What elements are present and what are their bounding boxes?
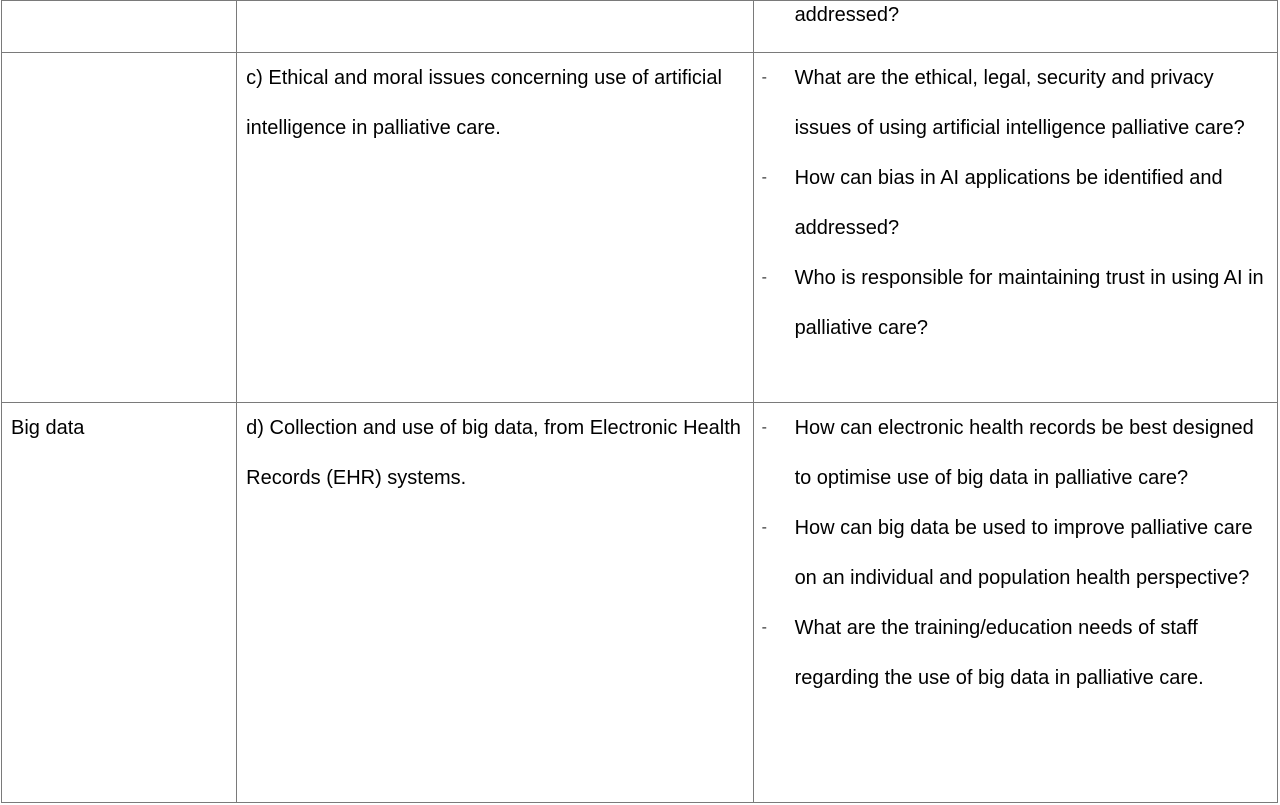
question-item	[754, 603, 1277, 703]
table-cell-questions	[753, 53, 1277, 403]
dash-bullet: -	[761, 69, 767, 86]
table-cell-topic	[237, 53, 753, 403]
question-list	[754, 403, 1277, 703]
table-row	[2, 403, 1278, 803]
question-text: What are the training/education needs of staff regarding the use of big data in palliative care.	[794, 617, 1204, 689]
table-cell-theme	[2, 403, 237, 803]
dash-bullet: -	[761, 269, 767, 286]
dash-bullet: -	[761, 619, 767, 636]
question-list	[754, 53, 1277, 353]
table-cell-questions	[753, 403, 1277, 803]
table-cell-theme	[2, 1, 237, 53]
theme-text: Big data	[11, 417, 85, 439]
dash-bullet: -	[761, 419, 767, 436]
table-cell-topic	[237, 1, 753, 53]
topic-text: d) Collection and use of big data, from Electronic Health Records (EHR) systems.	[246, 417, 741, 489]
question-text: What are the ethical, legal, security and privacy issues of using artificial intelligence palliative care?	[794, 67, 1245, 139]
dash-bullet: -	[761, 519, 767, 536]
question-text: How can big data be used to improve palliative care on an individual and population health perspective?	[794, 517, 1253, 589]
question-item	[754, 153, 1277, 253]
dash-bullet: -	[761, 169, 767, 186]
table-row	[2, 1, 1278, 53]
topic-text: c) Ethical and moral issues concerning use of artificial intelligence in palliative care.	[246, 67, 722, 139]
question-text: Who is responsible for maintaining trust in using AI in palliative care?	[794, 267, 1264, 339]
question-item	[754, 253, 1277, 353]
table-row	[2, 53, 1278, 403]
question-text: How can bias in AI applications be identified and addressed?	[794, 167, 1223, 239]
question-item	[754, 503, 1277, 603]
question-item	[754, 403, 1277, 503]
table-cell-theme	[2, 53, 237, 403]
question-item	[754, 0, 1277, 40]
research-questions-table	[1, 0, 1278, 803]
question-text: addressed?	[794, 4, 900, 26]
question-list	[754, 0, 1277, 40]
table-cell-questions	[753, 1, 1277, 53]
table-cell-topic	[237, 403, 753, 803]
question-item	[754, 53, 1277, 153]
question-text: How can electronic health records be best designed to optimise use of big data in palliative care?	[794, 417, 1254, 489]
